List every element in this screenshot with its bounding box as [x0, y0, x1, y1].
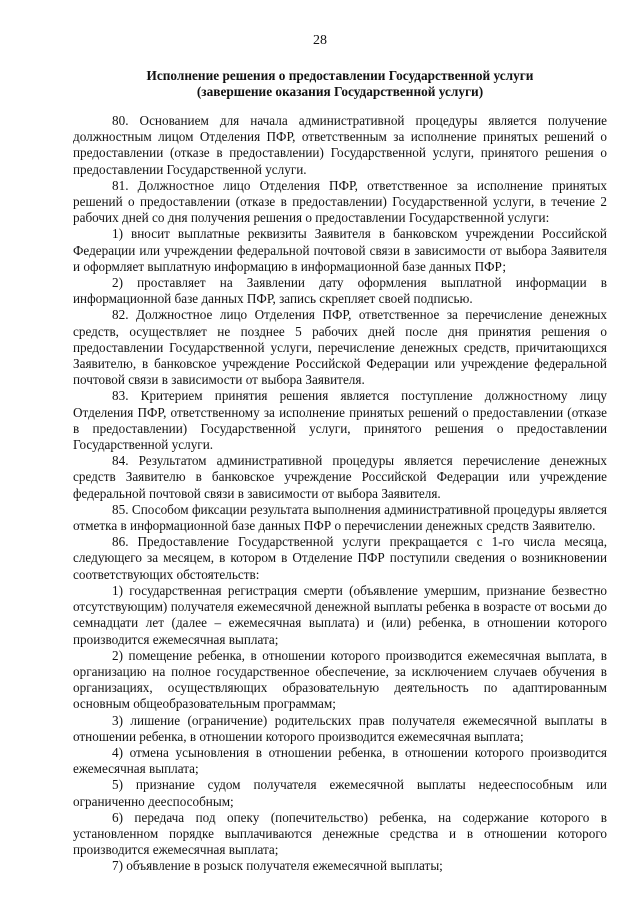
paragraph-81-item-1: 1) вносит выплатные реквизиты Заявителя в банковском учреждении Российской Федерации или учреждении федеральной почтовой связи в зависимости от выбора Заявителя и оформляет выплатную информацию в информационной базе данных ПФР; — [73, 226, 607, 274]
page-number: 28 — [313, 33, 327, 48]
paragraph-86-item-2: 2) помещение ребенка, в отношении которого производится ежемесячная выплата, в организацию на полное государственное обеспечение, за исключением случаев обучения в организациях, осуществляющих образовательную деятельность по адаптированным основным общеобразовательным программам; — [73, 647, 607, 712]
document-body — [73, 113, 607, 875]
paragraph-86-item-1: 1) государственная регистрация смерти (объявление умершим, признание безвестно отсутствующим) получателя ежемесячной денежной выплаты ребенка в возрасте от восьми до семнадцати лет (далее – ежемесячная выплата) и (или) ребенка, в отношении которого производится ежемесячная выплата; — [73, 582, 607, 647]
paragraph-86-item-3: 3) лишение (ограничение) родительских прав получателя ежемесячной выплаты в отношении ребенка, в отношении которого производится ежемесячная выплата; — [73, 712, 607, 744]
paragraph-83: 83. Критерием принятия решения является поступление должностному лицу Отделения ПФР, ответственному за исполнение принятых решений о предоставлении (отказе в предоставлении) Государственной услуги, принятого решения о предоставлении Государственной услуги. — [73, 388, 607, 453]
paragraph-86: 86. Предоставление Государственной услуги прекращается с 1-го числа месяца, следующего за месяцем, в котором в Отделение ПФР поступили сведения о возникновении соответствующих обстоятельств: — [73, 534, 607, 582]
section-heading — [73, 68, 607, 99]
paragraph-86-item-7: 7) объявление в розыск получателя ежемесячной выплаты; — [112, 858, 443, 874]
paragraph-84: 84. Результатом административной процедуры является перечисление денежных средств Заявителю в банковское учреждение Российской Федерации или учреждение федеральной почтовой связи в зависимости от выбора Заявителя. — [73, 453, 607, 501]
paragraph-82: 82. Должностное лицо Отделения ПФР, ответственное за перечисление денежных средств, осуществляет не позднее 5 рабочих дней после дня принятия решения о предоставлении Государственной услуги, перечисление денежных средств, причитающихся Заявителю, в банковское учреждение Российской Федерации или учреждение федеральной почтовой связи в зависимости от выбора Заявителя. — [73, 307, 607, 388]
section-heading-line-2: (завершение оказания Государственной услуги) — [196, 83, 484, 99]
paragraph-86-item-5: 5) признание судом получателя ежемесячной выплаты недееспособным или ограниченно дееспособным; — [73, 777, 607, 809]
paragraph-85: 85. Способом фиксации результата выполнения административной процедуры является отметка в информационной базе данных ПФР о перечислении денежных средств Заявителю. — [73, 501, 607, 534]
paragraph-86-item-4: 4) отмена усыновления в отношении ребенка, в отношении которого производится ежемесячная выплата; — [73, 744, 607, 777]
paragraph-81: 81. Должностное лицо Отделения ПФР, ответственное за исполнение принятых решений о предоставлении (отказе в предоставлении) Государственной услуги, в течение 2 рабочих дней со дня получения решения о предоставлении Государственной услуги: — [73, 177, 607, 226]
paragraph-86-item-6: 6) передача под опеку (попечительство) ребенка, на содержание которого в установленном порядке выплачиваются денежные средства и в отношении которого производится ежемесячная выплата; — [73, 809, 607, 858]
section-heading-line-1: Исполнение решения о предоставлении Государственной услуги — [146, 68, 534, 83]
paragraph-80: 80. Основанием для начала административной процедуры является получение должностным лицом Отделения ПФР, ответственным за исполнение принятых решений о предоставлении (отказе в предоставлении) Государственной услуги, принятого решения о предоставлении Государственной услуги. — [73, 113, 607, 177]
paragraph-81-item-2: 2) проставляет на Заявлении дату оформления выплатной информации в информационной базе данных ПФР, запись скрепляет своей подписью. — [73, 275, 607, 307]
